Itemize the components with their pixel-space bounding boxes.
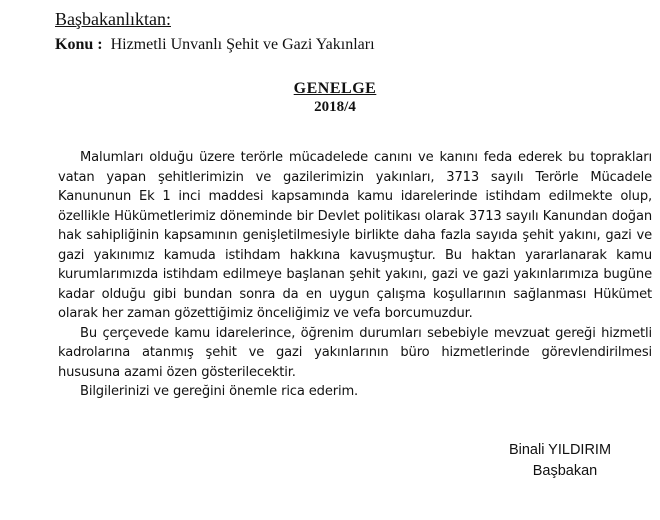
circular-number: 2018/4: [314, 99, 356, 115]
circular-heading: [0, 80, 660, 116]
body-paragraph-3: Bilgilerinizi ve gereğini önemle rica ederim.: [80, 384, 359, 399]
body-paragraph-2: Bu çerçevede kamu idarelerince, öğrenim durumları sebebiyle mevzuat gereği hizmetli kadrolarına atanmış şehit ve gazi yakınlarının büro hizmetlerinde görevlendirilmesi hususuna azami özen gösterilecektir.: [58, 325, 652, 380]
circular-title: GENELGE: [293, 80, 377, 97]
signatory-title: Başbakan: [532, 463, 598, 479]
document-body: [58, 148, 652, 402]
subject-line: [55, 36, 375, 54]
subject-label: Konu :: [55, 36, 103, 53]
subject-text: Hizmetli Unvanlı Şehit ve Gazi Yakınları: [110, 36, 375, 53]
signature-block: [470, 440, 650, 482]
issuing-authority: Başbakanlıktan:: [55, 9, 171, 29]
signatory-name: Binali YILDIRIM: [508, 442, 612, 458]
body-paragraph-1: Malumları olduğu üzere terörle mücadelede canını ve kanını feda ederek bu toprakları vatan yapan şehitlerimizin ve gazilerimizin yakınları, 3713 sayılı Terörle Mücadele Kanununun Ek 1 inci maddesi kapsamında kamu idarelerinde istihdam edilmekte olup, özellikle Hükümetlerimiz döneminde bir Devlet politikası olarak 3713 sayılı Kanundan doğan hak sahipliğinin kapsamının genişletilmesiyle birlikte daha fazla sayıda şehit yakını, gazi ve gazi yakınımız kamuda istihdam hakkına kavuşmuştur. Bu haktan yararlanarak kamu kurumlarımızda istihdam edilmeye başlanan şehit yakını, gazi ve gazi yakınlarımıza bugüne kadar olduğu gibi bundan sonra da en uygun çalışma koşullarının sağlanması Hükümet olarak her zaman gözettiğimiz önceliğimiz ve vefa borcumuzdur.: [58, 150, 652, 321]
